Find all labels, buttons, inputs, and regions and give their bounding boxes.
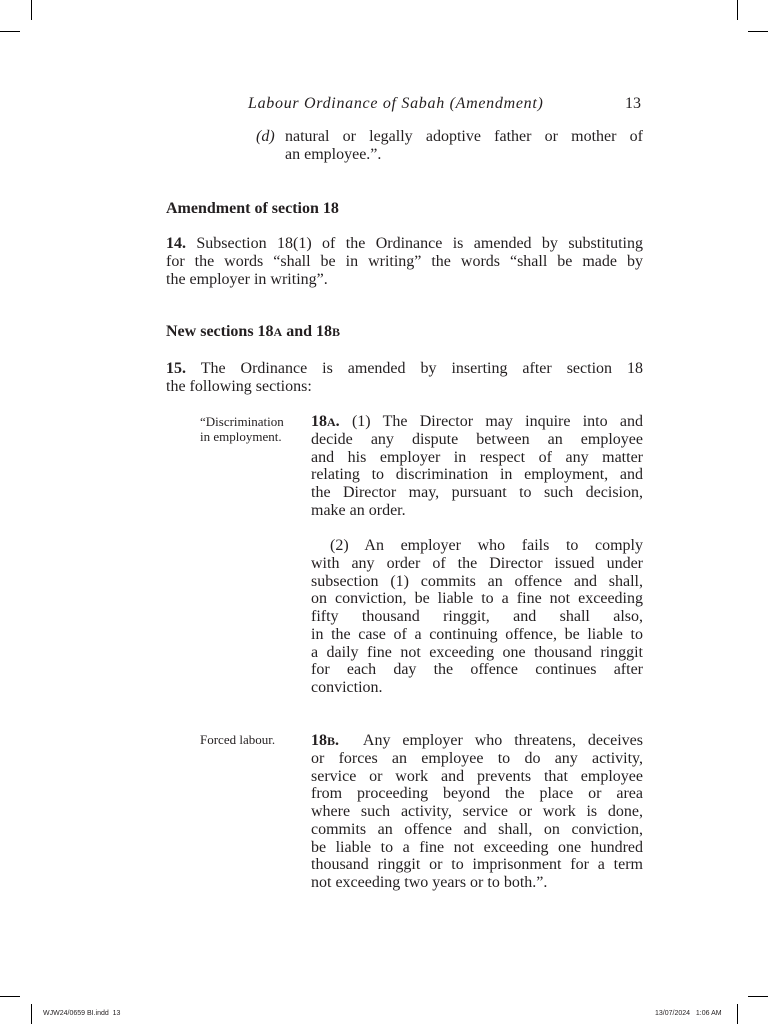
text-line: and his employer in respect of any matter (311, 448, 643, 466)
section-number-suffix: A (327, 415, 336, 429)
slug-file-info (43, 1009, 120, 1018)
section-18a-subsection-1 (311, 413, 643, 520)
text-line: or forces an employee to do any activity, (311, 749, 643, 767)
text-line-content: (1) The Director may inquire into and (351, 413, 644, 430)
slug-timestamp (655, 1009, 722, 1018)
slug-page: 13 (112, 1010, 121, 1017)
text-line-content: Any employer who threatens, deceives (362, 732, 643, 749)
section-number (311, 413, 340, 430)
text-line: for each day the offence continues after (311, 661, 643, 679)
text-line: with any order of the Director issued under (311, 554, 643, 572)
margin-note-18a (200, 414, 284, 444)
heading-part: and 18 (282, 323, 333, 340)
paragraph-number: 15. (166, 360, 186, 377)
section-number-digits: 18 (311, 732, 327, 749)
text-line: decide any dispute between an employee (311, 430, 643, 448)
text-line: a daily fine not exceeding one thousand ringgit (311, 643, 643, 661)
text-line: (2) An employer who fails to comply (330, 537, 643, 554)
section-heading-amendment-18: Amendment of section 18 (166, 200, 339, 217)
text-line: not exceeding two years or to both.”. (311, 874, 548, 891)
text-line (311, 732, 643, 750)
crop-mark-bottom-left-vertical (31, 1004, 32, 1024)
text-line: on conviction, be liable to a fine not exceeding (311, 590, 643, 608)
text-line: thousand ringgit or to imprisonment for a term (311, 856, 643, 874)
text-line: the following sections: (166, 377, 312, 395)
text-line: be liable to a fine not exceeding one hundred (311, 838, 643, 856)
section-number-punct: . (335, 413, 340, 430)
section-heading-new-sections (166, 323, 340, 341)
text-line: fifty thousand ringgit, and shall also, (311, 608, 643, 625)
text-line (311, 413, 643, 431)
section-number (311, 732, 339, 749)
section-number-suffix: B (327, 734, 336, 748)
section-18b (311, 732, 643, 892)
slug-filename: WJW24/0659 BI.indd (43, 1010, 109, 1017)
crop-mark-top-left-vertical (31, 0, 32, 20)
text-line: subsection (1) commits an offence and shall, (311, 572, 643, 590)
crop-mark-bottom-right-vertical (737, 1004, 738, 1024)
margin-note-line: Forced labour. (200, 732, 276, 747)
text-line: for the words “shall be in writing” the words “shall be made by (166, 252, 643, 270)
text-line: the employer in writing”. (166, 270, 328, 288)
text-line: make an order. (311, 501, 406, 519)
margin-note-line: in employment. (200, 429, 282, 444)
heading-part-small-cap: B (332, 325, 341, 339)
crop-mark-bottom-left-horizontal (0, 996, 20, 997)
text-line: natural or legally adoptive father or mother of (285, 128, 643, 145)
text-line-content: The Ordinance is amended by inserting after section 18 (200, 360, 643, 377)
slug-date: 13/07/2024 (655, 1010, 691, 1017)
text-line (166, 360, 643, 378)
text-line: service or work and prevents that employee (311, 767, 643, 785)
text-line: the Director may, pursuant to such decision, (311, 484, 643, 501)
text-line: relating to discrimination in employment, and (311, 466, 643, 484)
paragraph-15 (166, 360, 643, 396)
page-number: 13 (625, 95, 641, 112)
text-line: where such activity, service or work is done, (311, 803, 643, 820)
crop-mark-top-right-vertical (737, 0, 738, 20)
text-line (166, 235, 643, 253)
section-number-digits: 18 (311, 413, 327, 430)
section-number-punct: . (335, 732, 340, 749)
heading-part: New sections 18 (166, 323, 274, 340)
text-line: conviction. (311, 679, 383, 696)
text-line-content: Subsection 18(1) of the Ordinance is amended by substituting (196, 235, 643, 252)
crop-mark-top-right-horizontal (748, 31, 768, 32)
text-line: in the case of a continuing offence, be liable to (311, 625, 643, 643)
paragraph-number: 14. (166, 235, 186, 252)
paragraph-14 (166, 235, 643, 288)
margin-note-line: “Discrimination (200, 414, 284, 429)
text-line: commits an offence and shall, on conviction, (311, 820, 643, 838)
section-18a-subsection-2 (311, 537, 643, 697)
crop-mark-bottom-right-horizontal (748, 996, 768, 997)
heading-part-small-cap: A (273, 325, 283, 339)
clause-d-text (285, 128, 643, 164)
clause-d-label: (d) (256, 128, 275, 145)
text-line: from proceeding beyond the place or area (311, 785, 643, 803)
crop-mark-top-left-horizontal (0, 31, 20, 32)
margin-note-18b (200, 732, 275, 747)
running-header-title: Labour Ordinance of Sabah (Amendment) (248, 95, 544, 112)
text-line: an employee.”. (285, 145, 382, 163)
slug-time: 1:06 AM (695, 1010, 722, 1017)
